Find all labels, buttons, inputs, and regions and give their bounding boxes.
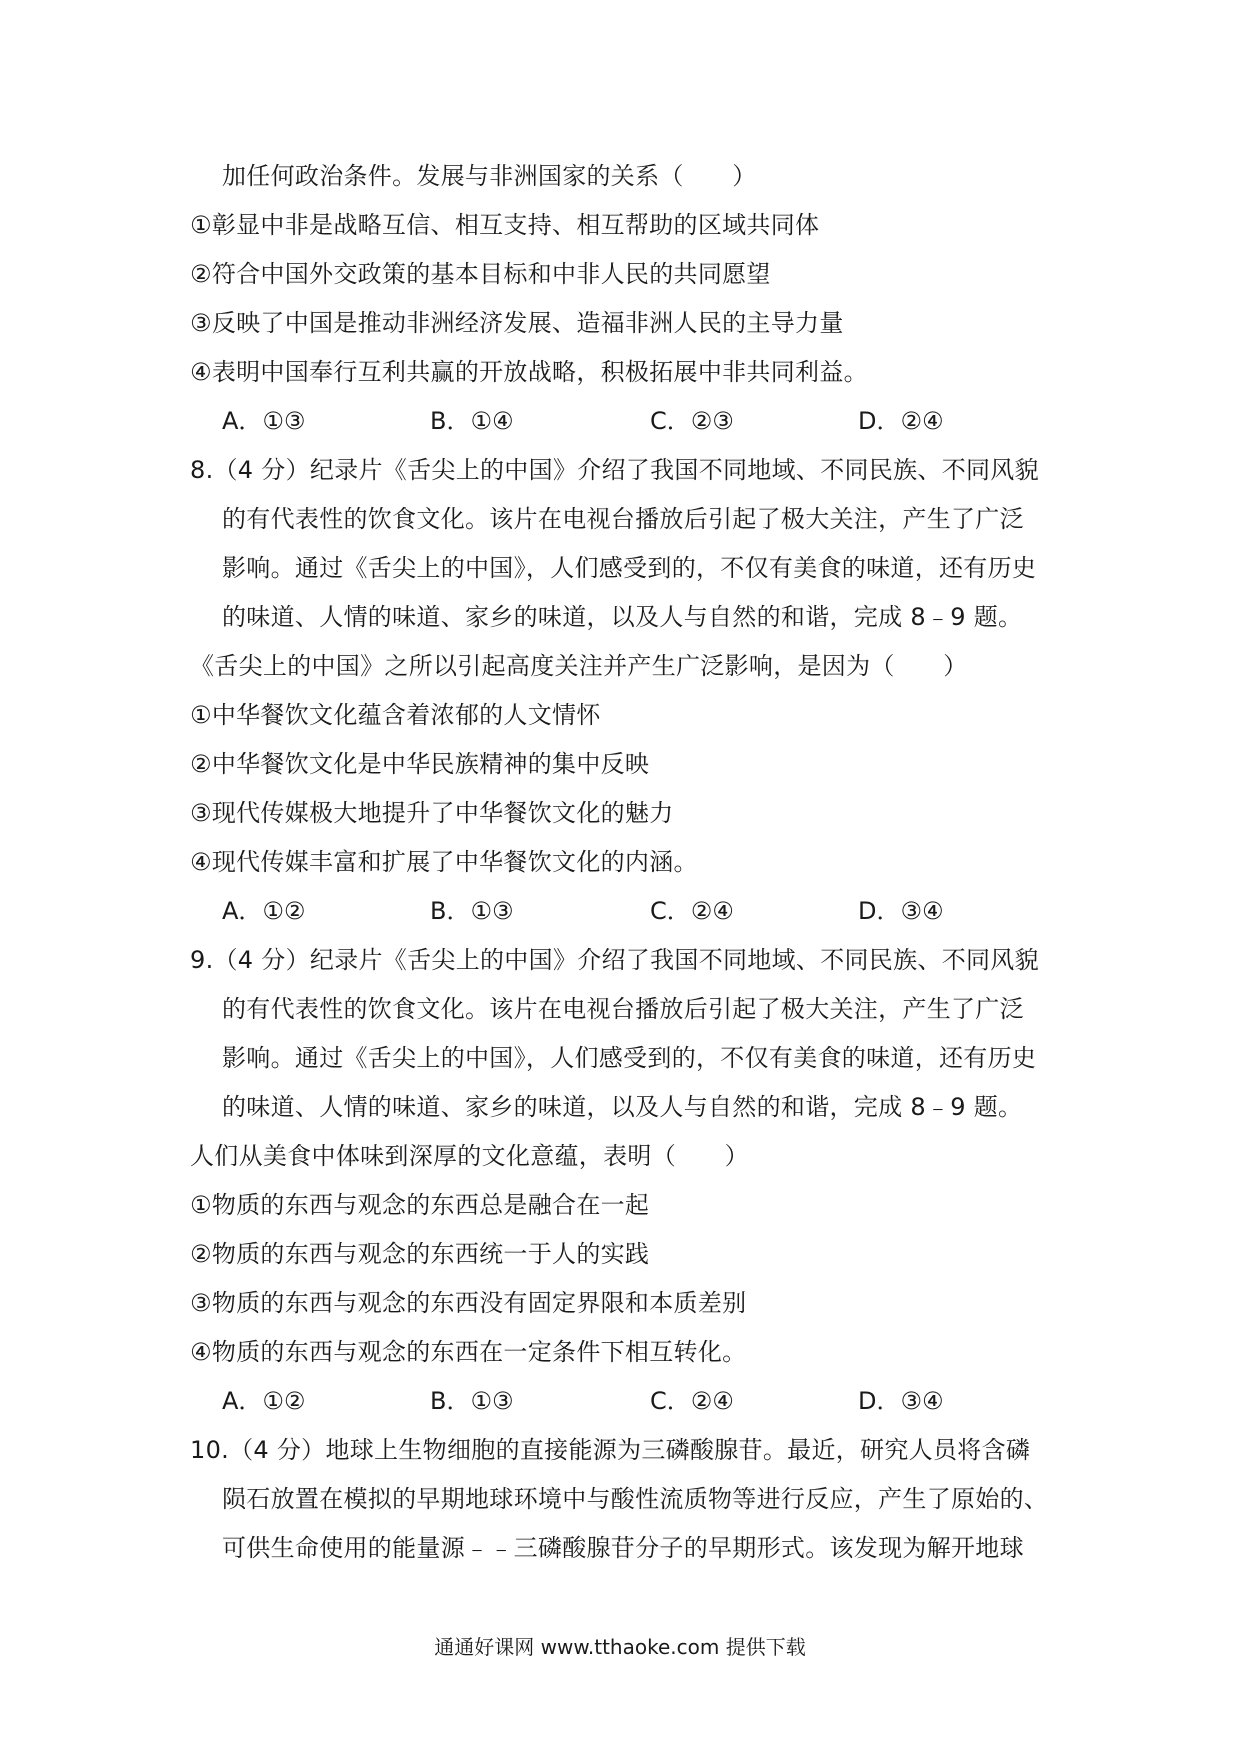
q7-item-2: ②符合中国外交政策的基本目标和中非人民的共同愿望 [190, 260, 771, 288]
q8-stem-line-3: 影响。通过《舌尖上的中国》，人们感受到的，不仅有美食的味道，还有历史 [222, 554, 1037, 582]
q9-item-2: ②物质的东西与观念的东西统一于人的实践 [190, 1240, 650, 1268]
q10-stem-line-2: 陨石放置在模拟的早期地球环境中与酸性流质物等进行反应，产生了原始的、 [222, 1485, 1049, 1513]
q8-stem-line-4: 的味道、人情的味道、家乡的味道，以及人与自然的和谐，完成 8﹣9 题。 [222, 603, 1023, 631]
q8-item-3: ③现代传媒极大地提升了中华餐饮文化的魅力 [190, 799, 674, 827]
q7-option-d: D．②④ [858, 407, 944, 435]
q8-item-2: ②中华餐饮文化是中华民族精神的集中反映 [190, 750, 650, 778]
q9-stem-line-3: 影响。通过《舌尖上的中国》，人们感受到的，不仅有美食的味道，还有历史 [222, 1044, 1037, 1072]
q8-option-d: D．③④ [858, 897, 944, 925]
q7-item-3: ③反映了中国是推动非洲经济发展、造福非洲人民的主导力量 [190, 309, 844, 337]
q8-item-4: ④现代传媒丰富和扩展了中华餐饮文化的内涵。 [190, 848, 698, 876]
q7-option-b: B．①④ [430, 407, 514, 435]
q8-question: 《舌尖上的中国》之所以引起高度关注并产生广泛影响，是因为（ ） [190, 652, 968, 680]
q9-question: 人们从美食中体味到深厚的文化意蕴，表明（ ） [190, 1142, 749, 1170]
q7-stem-tail: 加任何政治条件。发展与非洲国家的关系（ ） [222, 162, 757, 190]
q10-stem-line-3: 可供生命使用的能量源﹣﹣三磷酸腺苷分子的早期形式。该发现为解开地球 [222, 1534, 1024, 1562]
q9-option-b: B．①③ [430, 1387, 514, 1415]
q9-item-1: ①物质的东西与观念的东西总是融合在一起 [190, 1191, 650, 1219]
q8-option-c: C．②④ [650, 897, 734, 925]
q9-item-3: ③物质的东西与观念的东西没有固定界限和本质差别 [190, 1289, 747, 1317]
page-footer: 通通好课网 www.tthaoke.com 提供下载 [434, 1635, 806, 1659]
q9-item-4: ④物质的东西与观念的东西在一定条件下相互转化。 [190, 1338, 747, 1366]
q7-option-a: A．①③ [222, 407, 306, 435]
q8-option-a: A．①② [222, 897, 306, 925]
q9-stem-line-4: 的味道、人情的味道、家乡的味道，以及人与自然的和谐，完成 8﹣9 题。 [222, 1093, 1023, 1121]
q7-item-4: ④表明中国奉行互利共赢的开放战略，积极拓展中非共同利益。 [190, 358, 868, 386]
q8-option-b: B．①③ [430, 897, 514, 925]
q9-option-c: C．②④ [650, 1387, 734, 1415]
q8-stem-line-1: 8.（4 分）纪录片《舌尖上的中国》介绍了我国不同地域、不同民族、不同风貌 [190, 456, 1039, 484]
q9-option-d: D．③④ [858, 1387, 944, 1415]
q7-item-1: ①彰显中非是战略互信、相互支持、相互帮助的区域共同体 [190, 211, 820, 239]
q7-option-c: C．②③ [650, 407, 734, 435]
q8-item-1: ①中华餐饮文化蕴含着浓郁的人文情怀 [190, 701, 601, 729]
q8-stem-line-2: 的有代表性的饮食文化。该片在电视台播放后引起了极大关注，产生了广泛 [222, 505, 1024, 533]
q10-stem-line-1: 10.（4 分）地球上生物细胞的直接能源为三磷酸腺苷。最近，研究人员将含磷 [190, 1436, 1031, 1464]
q9-stem-line-2: 的有代表性的饮食文化。该片在电视台播放后引起了极大关注，产生了广泛 [222, 995, 1024, 1023]
q9-option-a: A．①② [222, 1387, 306, 1415]
q9-stem-line-1: 9.（4 分）纪录片《舌尖上的中国》介绍了我国不同地域、不同民族、不同风貌 [190, 946, 1039, 974]
